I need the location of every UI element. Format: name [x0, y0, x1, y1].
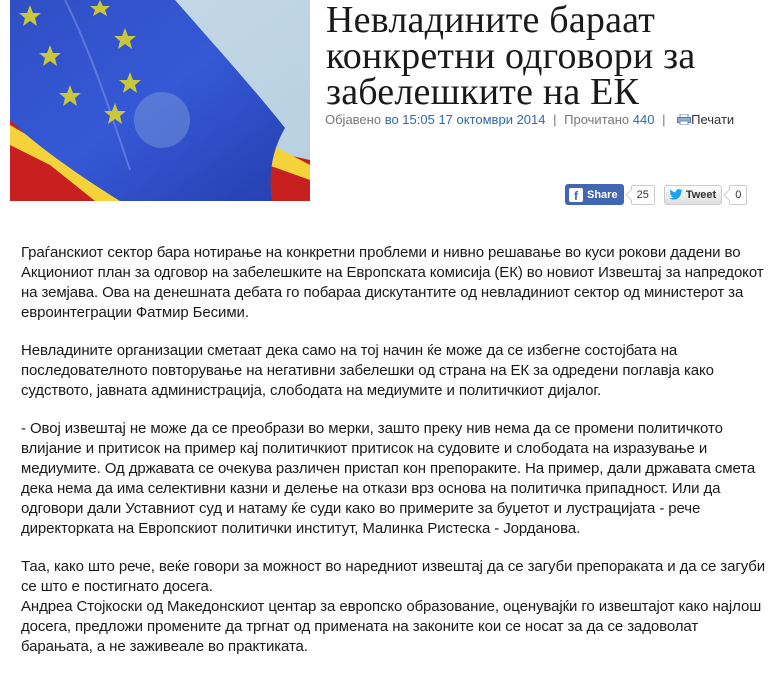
- views-label: Прочитано: [564, 112, 630, 127]
- twitter-tweet-count: 0: [729, 185, 747, 205]
- facebook-share-button[interactable]: [565, 184, 624, 205]
- printer-icon: [677, 114, 691, 125]
- social-share-bar: [565, 184, 747, 205]
- article-paragraph: [21, 557, 766, 657]
- twitter-bird-icon: [669, 189, 683, 200]
- published-date-link[interactable]: во 15:05 17 октомври 2014: [384, 112, 546, 127]
- facebook-share-label: Share: [587, 188, 618, 201]
- print-button[interactable]: [673, 112, 734, 127]
- tweet-label: Tweet: [685, 188, 717, 201]
- views-count: 440: [632, 112, 655, 127]
- meta-separator: |: [662, 112, 666, 127]
- article-paragraph: - Овој извештај не може да се преобрази во мерки, зашто преку нив нема да се промени политичкото влијание и притисок на пример кај политичкиот притисок на судовите и слободата на изразување и медиумите. Од државата се очекува различен пристап кон препораките. На пример, дали државата смета дека нема да има селективни казни и делење на откази врз основа на политичка припадност. Или да одговори дали Уставниот суд и натаму ќе суди како во примерите за буџетот и лустрацијата - рече директорката на Европскиот политички институт, Малинка Ристеска - Јорданова.: [21, 420, 756, 537]
- article-title: Невладините бараат конкретни одговори за забелешките на ЕК: [326, 0, 696, 113]
- article-paragraph: Граѓанскиот сектор бара нотирање на конкретни проблеми и нивно решавање во куси рокови дадени во Акциониот план за одговор на забелешките на Европската комисија (ЕК) во новиот Извештај за напредокот на земјава. Ова на денешната дебата го побараа дискутантите од невладиниот сектор од министерот за евроинтеграции Фатмир Бесими.: [21, 244, 764, 321]
- facebook-icon: f: [569, 188, 583, 202]
- twitter-tweet-button[interactable]: [664, 185, 722, 205]
- article-meta: [325, 112, 734, 127]
- article-paragraph-line: Таа, како што рече, веќе говори за можност во наредниот извештај да се загуби препораката и да се загуби се што е постигнато досега.: [21, 558, 766, 595]
- article-paragraph: Невладините организации сметаат дека само на тој начин ќе може да се избегне состојбата на последователното повторување на негативни забелешки од страна на ЕК за одредени поглавја како судството, јавната администрација, слободата на медиумите и политичкиот дијалог.: [21, 342, 714, 399]
- article-body: [21, 243, 766, 675]
- meta-separator: |: [553, 112, 557, 127]
- facebook-share-count: 25: [631, 185, 655, 205]
- published-label: Објавено: [325, 112, 382, 127]
- print-label: Печати: [691, 112, 735, 127]
- article-image: [10, 0, 310, 201]
- article-paragraph-line: Андреа Стојкоски од Македонскиот центар за европско образование, оценувајќи го извештајот како најлош досега, предложи промените да тргнат од примената на законите кои се носат за да се задоволат барањата, а не заживеале во практиката.: [21, 598, 762, 655]
